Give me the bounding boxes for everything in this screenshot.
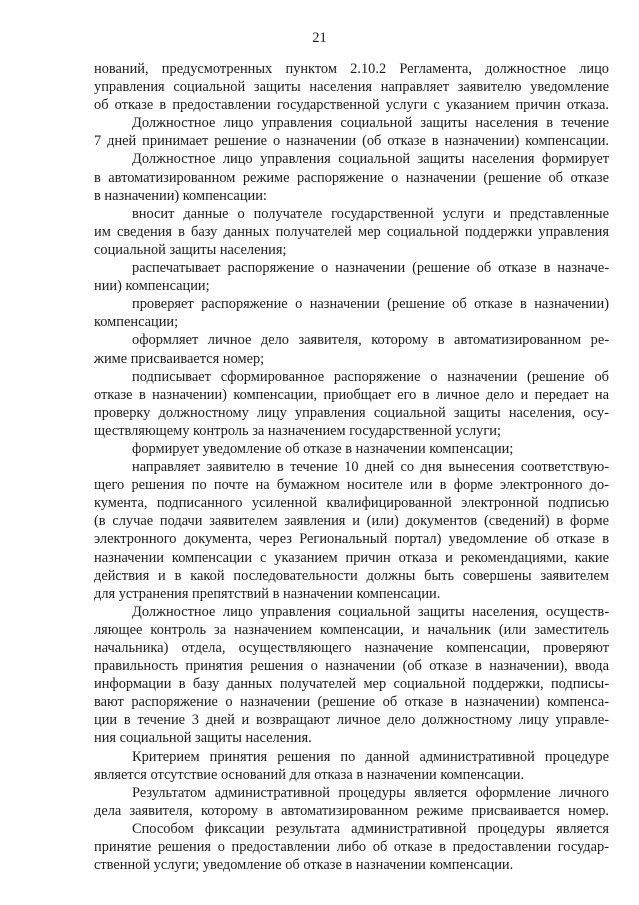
text-line: жиме присваивается номер;	[94, 350, 265, 367]
text-line: правильность принятия решения о назначении (об отказе в назначении), ввода	[94, 658, 609, 675]
text-line: ния социальной защиты населения.	[94, 730, 312, 747]
text-line: компенсации;	[94, 314, 179, 331]
text-line: в автоматизированном режиме распоряжение о назначении (решение об отказе	[94, 169, 609, 186]
text-line: вают распоряжение о назначении (решение об отказе в назначении) компенса-	[94, 694, 609, 711]
text-line: оформляет личное дело заявителя, которому в автоматизированном ре-	[132, 332, 609, 349]
text-line: принятие решения о предоставлении либо об отказе в предоставлении государ-	[94, 839, 609, 856]
text-line: Должностное лицо управления социальной защиты населения формирует	[132, 151, 609, 168]
text-line: кумента, подписанного усиленной квалифицированной электронной подписью	[94, 495, 609, 512]
text-line: начальника) отдела, осуществляющего назначение компенсации, проверяют	[94, 640, 609, 656]
text-line: ществляющему контроль за назначением государственной услуги;	[94, 422, 501, 439]
text-line: в назначении) компенсации:	[94, 187, 267, 204]
text-line: Способом фиксации результата административной процедуры является	[132, 820, 609, 837]
text-line: действия и в какой последовательности должны быть совершены заявителем	[94, 567, 609, 584]
text-line: отказе в назначении) компенсации, приобщает его в личное дело и передает на	[94, 386, 609, 403]
text-line: об отказе в предоставлении государственной услуги с указанием причин отказа.	[94, 97, 609, 114]
text-line: подписывает сформированное распоряжение о назначении (решение об	[132, 368, 609, 385]
text-line: социальной защиты населения;	[94, 241, 287, 258]
page-number: 21	[312, 30, 327, 46]
text-line: является отсутствие оснований для отказа в назначении компенсации.	[94, 766, 525, 783]
text-line: электронного документа, через Региональный портал) уведомление об отказе в	[94, 531, 609, 548]
text-line: проверку должностному лицу управления социальной защиты населения, осу-	[94, 404, 609, 421]
text-line: Результатом административной процедуры является оформление личного	[132, 784, 609, 801]
text-line: (в случае подачи заявителем заявления и (или) документов (сведений) в форме	[94, 513, 609, 530]
text-line: для устранения препятствий в назначении компенсации.	[94, 585, 441, 602]
text-line: Должностное лицо управления социальной защиты населения в течение	[132, 115, 609, 132]
text-line: проверяет распоряжение о назначении (решение об отказе в назначении)	[132, 296, 609, 313]
text-line: 7 дней принимает решение о назначении (об отказе в назначении) компенсации.	[94, 133, 609, 150]
text-line: направляет заявителю в течение 10 дней со дня вынесения соответствую-	[132, 459, 609, 476]
text-line: назначении компенсации с указанием причин отказа и рекомендациями, какие	[94, 549, 609, 566]
document-body	[94, 60, 609, 874]
text-line: нований, предусмотренных пунктом 2.10.2 Регламента, должностное лицо	[94, 61, 609, 77]
text-line: дела заявителя, которому в автоматизированном режиме присваивается номер.	[94, 802, 609, 819]
text-line: ственной услуги; уведомление об отказе в назначении компенсации.	[94, 857, 514, 874]
text-line: распечатывает распоряжение о назначении (решение об отказе в назначе-	[132, 260, 609, 277]
text-line: вносит данные о получателе государственной услуги и представленные	[132, 205, 609, 222]
text-line: формирует уведомление об отказе в назначении компенсации;	[132, 440, 514, 457]
text-line: им сведения в базу данных получателей мер социальной поддержки управления	[94, 223, 609, 240]
text-line: Должностное лицо управления социальной защиты населения, осуществ-	[132, 603, 609, 620]
text-line: информации в базу данных получателей мер социальной поддержки, подписы-	[94, 676, 609, 693]
text-line: Критерием принятия решения по данной административной процедуре	[132, 748, 609, 765]
text-line: ляющее контроль за назначением компенсации, и начальник (или заместитель	[94, 621, 609, 638]
text-line: ции в течение 3 дней и возвращают личное дело должностному лицу управле-	[94, 712, 609, 729]
text-line: управления социальной защиты населения направляет заявителю уведомление	[94, 79, 609, 96]
text-line: щего решения по почте на бумажном носителе или в форме электронного до-	[94, 477, 609, 494]
text-line: нии) компенсации;	[94, 278, 210, 295]
